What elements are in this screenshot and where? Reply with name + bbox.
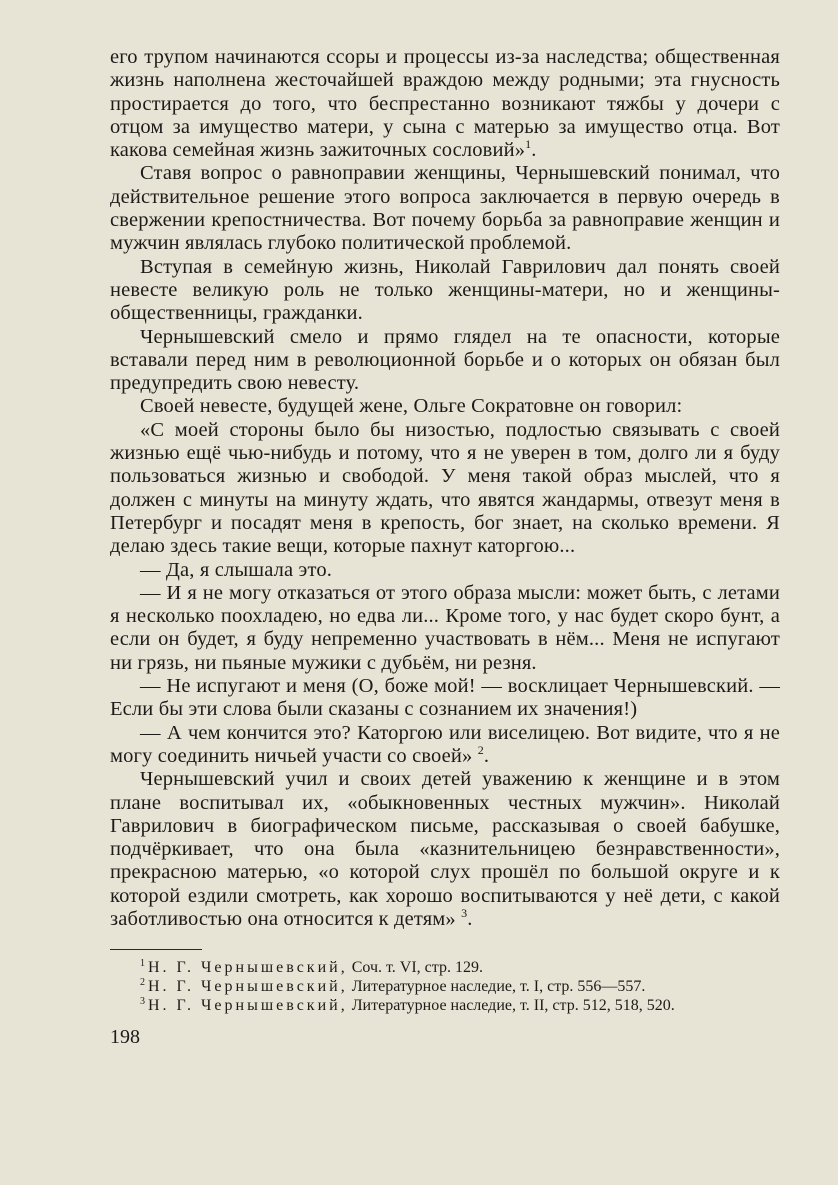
paragraph: Чернышевский смело и прямо глядел на те опасности, которые вставали перед ним в революционной борьбе и о которых он обязан был предупредить свою невесту. xyxy=(110,325,780,395)
body-text xyxy=(110,46,780,931)
page-number: 198 xyxy=(110,1026,140,1048)
footnote: $^1$ Н. Г. Чернышевский, Соч. т. VI, стр. 129. xyxy=(140,957,483,977)
footnote-divider xyxy=(110,949,202,950)
paragraph: Своей невесте, будущей жене, Ольге Сократовне он говорил: xyxy=(140,395,683,418)
footnote-ref: 1 xyxy=(525,137,532,152)
footnote-ref: 2 xyxy=(477,743,484,758)
paragraph: — И я не могу отказаться от этого образа мысли: может быть, с летами я несколько поохладею, но едва ли... Кроме того, у нас будет скоро бунт, а если он будет, я буду непременно участвовать в нём... Меня не испугают ни грязь, ни пьяные мужики с дубьём, ни резня. xyxy=(110,581,780,674)
paragraph: «С моей стороны было бы низостью, подлостью связывать с своей жизнью ещё чью-нибудь и потому, что я не уверен в том, долго ли я буду пользоваться жизнью и свободой. У меня такой образ мыслей, что я должен с минуты на минуту ждать, что явятся жандармы, отвезут меня в Петербург и посадят меня в крепость, бог знает, на сколько времени. Я делаю здесь такие вещи, которые пахнут каторгою... xyxy=(110,418,780,558)
paragraph: Ставя вопрос о равноправии женщины, Чернышевский понимал, что действительное решение этого вопроса заключается в первую очередь в свержении крепостничества. Вот почему борьба за равноправие женщин и мужчин являлась глубоко политической проблемой. xyxy=(110,162,780,255)
footnotes xyxy=(110,958,780,1015)
paragraph: Чернышевский учил и своих детей уважению к женщине и в этом плане воспитывал их, «обыкновенных честных мужчин». Николай Гаврилович в биографическом письме, рассказывая о своей бабушке, подчёркивает, что она была «казнительницею безнравственности», прекрасною матерью, «о которой слух прошёл по большой округе и к которой ездили смотреть, как хорошо воспитываются у неё дети, с какой заботливостью она относится к детям» $^3$. xyxy=(110,768,780,930)
footnote: $^3$ Н. Г. Чернышевский, Литературное наследие, т. II, стр. 512, 518, 520. xyxy=(140,995,675,1015)
paragraph: — Да, я слышала это. xyxy=(140,558,332,581)
paragraph: Вступая в семейную жизнь, Николай Гаврилович дал понять своей невесте великую роль не только женщины-матери, но и женщины-общественницы, гражданки. xyxy=(110,255,780,325)
paragraph: — А чем кончится это? Каторгою или виселицею. Вот видите, что я не могу соединить ничьей участи со своей» $^2$. xyxy=(110,721,780,767)
footnote-ref: 3 xyxy=(461,906,468,921)
footnote: $^2$ Н. Г. Чернышевский, Литературное наследие, т. I, стр. 556—557. xyxy=(140,976,646,996)
paragraph: его трупом начинаются ссоры и процессы из-за наследства; общественная жизнь наполнена жесточайшей враждою между родными; эта гнусность простирается до того, что беспрестанно возникают тяжбы у дочери с отцом за имущество матери, у сына с матерью за имущество отца. Вот какова семейная жизнь зажиточных сословий»$^1$. xyxy=(110,46,780,162)
paragraph: — Не испугают и меня (О, боже мой! — восклицает Чернышевский. — Если бы эти слова были сказаны с сознанием их значения!) xyxy=(110,675,780,721)
